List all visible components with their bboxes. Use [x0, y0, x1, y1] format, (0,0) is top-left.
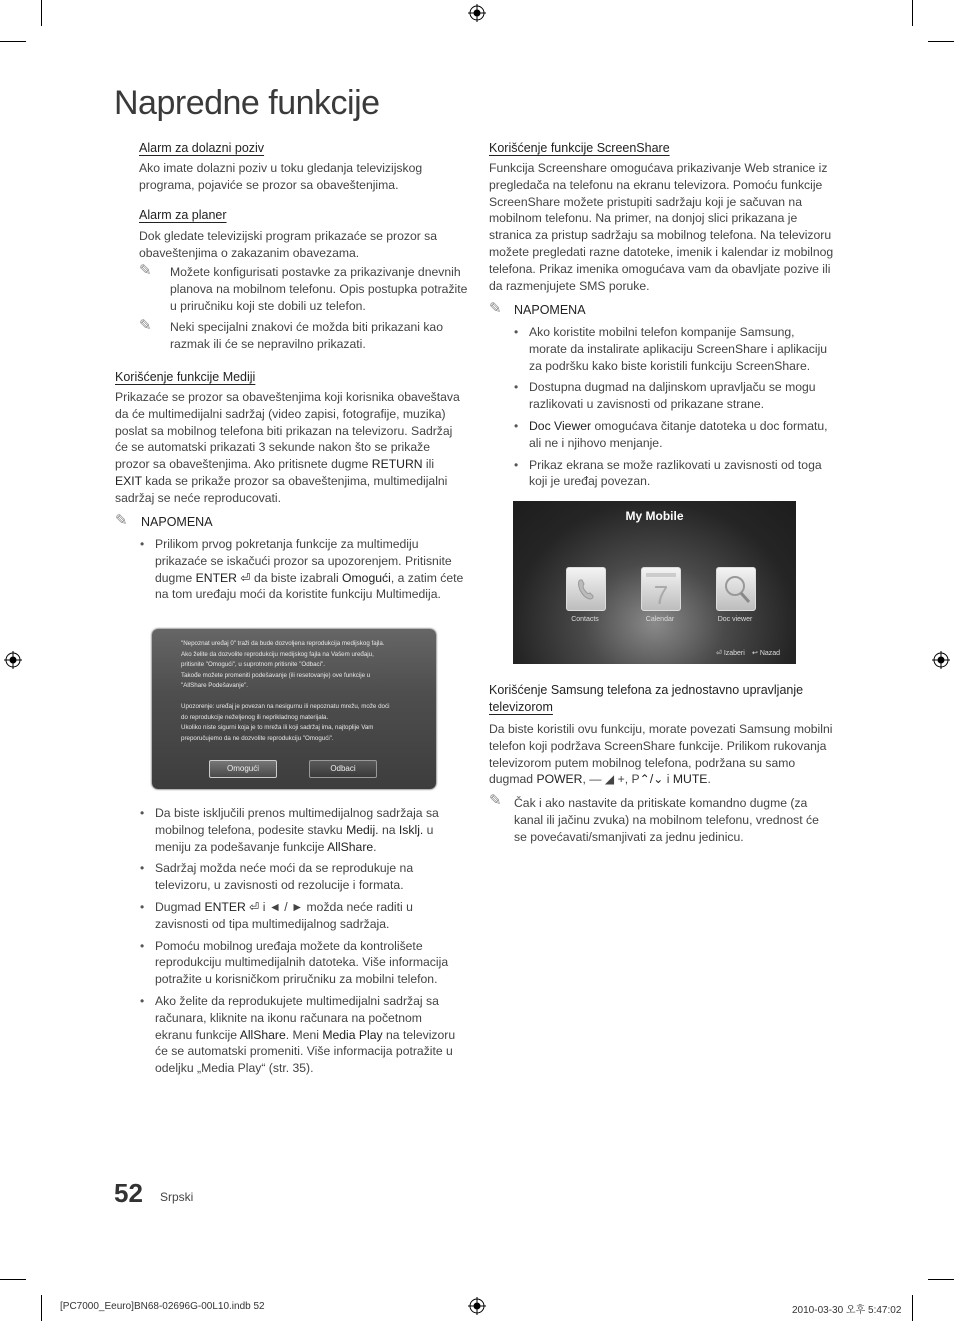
note-samsung-phone: Čak i ako nastavite da pritiskate komandno dugme (za kanal ili jačinu zvuka) na mobilnom telefonu, vrednost će se povećavati/smanjivati za jednu jedinicu. — [514, 796, 819, 844]
note-label: NAPOMENA — [141, 515, 213, 529]
back-hint: ↩ Nazad — [752, 650, 781, 657]
note-pencil-icon: ✎ — [139, 262, 152, 279]
page-number: 52 — [114, 1178, 143, 1208]
paragraph-samsung-phone: Da biste koristili ovu funkciju, morate povezati Samsung mobilni telefon koji podržava ScreenShare funkcije. Prilikom rukovanja televizorom putem mobilnog telefona, podržana su samo dugmad POWER, — ◢ +, P⌃/⌄ i MUTE. — [489, 722, 833, 787]
list-item: • Dostupna dugmad na daljinskom upravljaču se mogu razlikovati u zavisnosti od prikazane strane. — [514, 379, 834, 413]
registration-mark-icon — [932, 651, 950, 669]
list-item: • Dugmad ENTER ⏎ i ◄ / ► možda neće raditi u zavisnosti od tipa multimedijalnog sadržaja. — [140, 899, 460, 933]
print-footer-file: [PC7000_Eeuro]BN68-02696G-00L10.indb 52 — [60, 1301, 265, 1312]
enter-icon: ⏎ — [245, 899, 260, 914]
crop-mark — [912, 1295, 913, 1321]
enter-icon: ⏎ — [236, 570, 251, 585]
registration-mark-icon — [468, 1297, 486, 1315]
list-item: • Sadržaj možda neće moći da se reprodukuje na televizoru, u zavisnosti od rezolucije i formata. — [140, 860, 460, 894]
paragraph-screenshare: Funkcija Screenshare omogućava prikazivanje Web stranice iz pregledača na telefonu na ekranu televizora. Pomoću funkcije ScreenShare možete pristupiti sadržaju koji je sačuvan na mobilnom telefonu. Na primer, na donjoj slici prikazana je stranica za pristup sadržaju sa mobilnog telefona. Na televizoru možete pregledati razne datoteke, imenik i kalendar iz mobilnog telefona. Prikaz imenika omogućava vam da obavljate pozive ili da razmenjujete SMS poruke. — [489, 161, 834, 293]
crop-mark — [0, 1279, 26, 1280]
page-title: Napredne funkcije — [114, 84, 380, 122]
section-heading-screenshare: Korišćenje funkcije ScreenShare — [489, 141, 670, 155]
list-item: • Da biste isključili prenos multimedijalnog sadržaja sa mobilnog telefona, podesite stavku Medij. na Isklj. u meniju za podešavanje funkcije AllShare. — [140, 805, 460, 855]
channel-arrows-icon: ⌃/⌄ — [639, 772, 664, 787]
list-item: • Doc Viewer omogućava čitanje datoteka u doc formatu, ali ne i njihovo menjanje. — [514, 418, 834, 452]
note-planner-1: Možete konfigurisati postavke za prikazivanje dnevnih planova na mobilnom telefonu. Opis postupka potražite u priručniku koji ste dobili uz telefon. — [170, 265, 468, 313]
note-list-screenshare — [514, 324, 834, 495]
note-list-second — [140, 805, 460, 1082]
crop-mark — [41, 0, 42, 26]
select-hint: ⏎ Izaberi — [716, 650, 745, 657]
list-item: • Pomoću mobilnog uređaja možete da kontrolišete reprodukciju multimedijalnih datoteka. Više informacija potražite u korisničkom priručniku za mobilni telefon. — [140, 938, 460, 988]
note-pencil-icon: ✎ — [115, 512, 128, 529]
print-footer-date: 2010-03-30 오후 5:47:02 — [792, 1305, 902, 1316]
crop-mark — [928, 41, 954, 42]
paragraph-planner: Dok gledate televizijski program prikazaće se prozor sa obaveštenjima o zakazanim obavezama. — [139, 229, 438, 260]
list-item: • Ako želite da reprodukujete multimedijalni sadržaj sa računara, kliknite na ikonu računara na početnom ekranu funkcije AllShare. Meni Media Play na televizoru će se automatski promeniti. Više informacija potražite u odeljku „Media Play“ (str. 35). — [140, 993, 460, 1077]
list-item: • Ako koristite mobilni telefon kompanije Samsung, morate da instalirate aplikaciju ScreenShare i aplikaciju za podršku kako biste koristili funkciju ScreenShare. — [514, 324, 834, 374]
allow-button[interactable]: Omogući — [209, 760, 277, 778]
paragraph-incoming-call: Ako imate dolazni poziv u toku gledanja televizijskog programa, pojaviće se prozor sa obaveštenjima. — [139, 161, 423, 192]
contacts-label: Contacts — [571, 616, 599, 623]
doc-viewer-icon[interactable] — [716, 567, 756, 611]
doc-viewer-label: Doc viewer — [717, 616, 753, 623]
section-heading-media: Korišćenje funkcije Mediji — [115, 370, 256, 384]
crop-mark — [928, 1279, 954, 1280]
my-mobile-title: My Mobile — [625, 509, 684, 523]
section-heading-samsung-phone: Korišćenje Samsung telefona za jednostavno upravljanje televizorom — [489, 683, 804, 714]
section-heading-planner: Alarm za planer — [139, 208, 227, 222]
note-pencil-icon: ✎ — [139, 317, 152, 334]
crop-mark — [41, 1295, 42, 1321]
return-icon: ↩ — [752, 650, 760, 657]
language-label: Srpski — [160, 1190, 194, 1204]
my-mobile-screen — [513, 501, 796, 664]
dialog-message: "Nepoznat uređaj 0" traži da bude dozvoljena reprodukcija medijskog fajla. Ako želite da dozvolite reprodukciju medijskog fajla na Vašem uređaju, pritisnite "Omogući", u suprotnom pritisnite "Odbaci". Takođe možete promeniti podešavanje (ili resetovanje) ove funkcije u "AllShare Podešavanje". Upozorenje: uređaj je povezan na nesigurnu ili nepoznatu mrežu, može doći do reprodukcije neželjenog ili neprikladnog materijala. Ukoliko niste sigurni koja je to mreža ili koji sadržaj ima, najtoplije Vam preporučujemo da ne dozvolite reprodukciju "Omogući". — [181, 640, 390, 742]
calendar-label: Calendar — [645, 616, 675, 623]
list-item: • Prikaz ekrana se može razlikovati u zavisnosti od toga koji je uređaj povezan. — [514, 457, 834, 491]
contacts-icon[interactable] — [566, 567, 606, 611]
reject-button[interactable]: Odbaci — [309, 760, 377, 778]
registration-mark-icon — [4, 651, 22, 669]
crop-mark — [0, 41, 26, 42]
list-item: • Prilikom prvog pokretanja funkcije za multimediju prikazaće se iskačući prozor sa upozorenjem. Pritisnite dugme ENTER ⏎ da biste izabrali Omogući, a zatim ćete na tom uređaju moći da koristite funkciju Multimedija. — [140, 536, 465, 603]
registration-mark-icon — [468, 4, 486, 22]
note-list-first — [140, 536, 465, 608]
paragraph-media: Prikazaće se prozor sa obaveštenjima koji korisnika obaveštava da će multimedijalni sadržaj (video zapisi, fotografije, muzika) poslat sa mobilnog telefona biti prikazan na televizoru. Sadržaj će se automatski prikazati 3 sekunde nakon što se prikaže prozor sa obaveštenjima. Ako pritisnete dugme RETURN ili EXIT kada se prikaže prozor sa obaveštenjima, multimedijalni sadržaj se neće reproducovati. — [115, 390, 460, 505]
calendar-icon[interactable] — [641, 567, 681, 611]
note-pencil-icon: ✎ — [489, 792, 502, 809]
section-heading-incoming-call: Alarm za dolazni poziv — [139, 141, 265, 155]
note-label: NAPOMENA — [514, 303, 586, 317]
note-planner-2: Neki specijalni znakovi će možda biti prikazani kao razmak ili će se nepravilno prikazati. — [170, 320, 443, 351]
svg-text:7: 7 — [653, 580, 669, 610]
crop-mark — [912, 0, 913, 26]
note-pencil-icon: ✎ — [489, 300, 502, 317]
media-permission-dialog — [152, 629, 436, 789]
enter-icon: ⏎ — [716, 650, 724, 657]
